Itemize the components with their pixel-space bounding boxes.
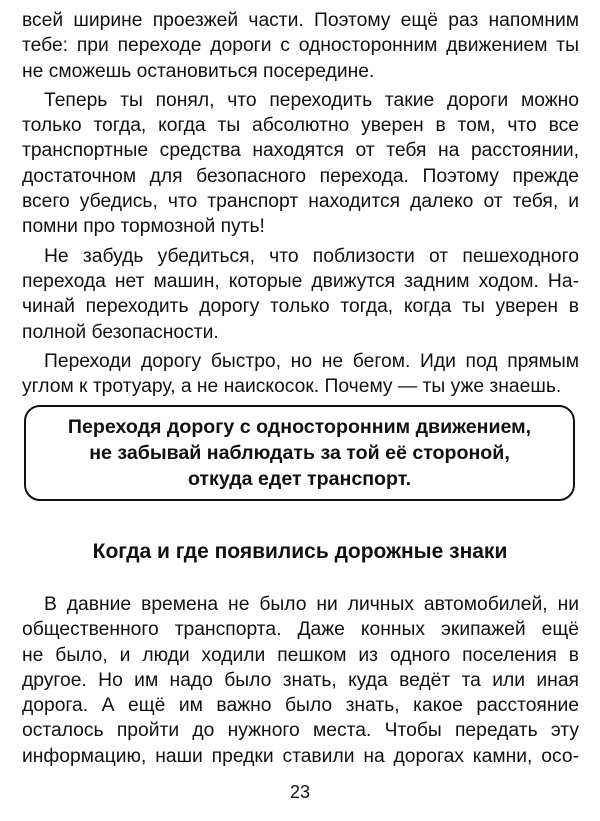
text-line: достаточном для безопасного перехода. Поэтому прежде [22,165,579,187]
intro-paragraph [22,8,579,84]
paragraph-tormoznoy-put [22,88,579,240]
section-heading: Когда и где появились дорожные знаки [92,540,508,563]
text-line: не сможешь остановиться посередине. [22,60,375,82]
paragraph-zadnim-hodom [22,244,579,345]
rule-callout-box [24,405,575,501]
text-line: чинай переходить дорогу только тогда, когда ты уверен в [22,296,579,318]
text-line: полной безопасности. [22,321,219,343]
callout-line: откуда едет транспорт. [187,468,412,490]
text-line: другое. Но им надо было знать, куда ведёт та или иная [22,669,579,691]
page-body-top [22,8,579,399]
paragraph-ne-begom [22,349,579,400]
callout-line: не забывай наблюдать за той её стороной, [89,442,510,464]
text-line: дорога. А ещё им важно было знать, какое расстояние [22,695,579,717]
text-line: не было, и люди ходили пешком из одного поселения в [22,644,579,666]
text-line: информацию, наши предки ставили на дорогах камни, осо- [22,745,579,767]
text-line: всего убедись, что транспорт находится далеко от тебя, и [22,191,579,213]
text-line: углом к тротуару, а не наискосок. Почему — ты уже знаешь. [22,376,562,398]
text-line: Не забудь убедиться, что поблизости от пешеходного [44,245,579,267]
page-body-bottom [22,592,579,769]
text-line: В давние времена не было ни личных автомобилей, ни [44,594,579,615]
text-line: помни про тормозной путь! [22,216,265,238]
callout-line: Переходя дорогу с односторонним движением, [67,416,532,438]
text-line: только тогда, когда ты абсолютно уверен в том, что все [22,115,579,137]
text-line: перехода нет машин, которые движутся задним ходом. На- [22,270,579,292]
text-line: тебе: при переходе дороги с односторонним движением ты [22,35,579,57]
text-line: Теперь ты понял, что переходить такие дороги можно [44,89,579,111]
text-line: всей ширине проезжей части. Поэтому ещё раз напомним [22,10,579,31]
text-line: Переходи дорогу быстро, но не бегом. Иди под прямым [44,350,579,372]
text-line: общественного транспорта. Даже конных экипажей ещё [22,619,579,641]
text-line: осталось пройти до нужного места. Чтобы передать эту [22,720,579,742]
paragraph-davnie-vremena [22,592,579,769]
page-number: 23 [289,782,311,802]
text-line: транспортные средства находятся от тебя на расстоянии, [22,140,579,162]
